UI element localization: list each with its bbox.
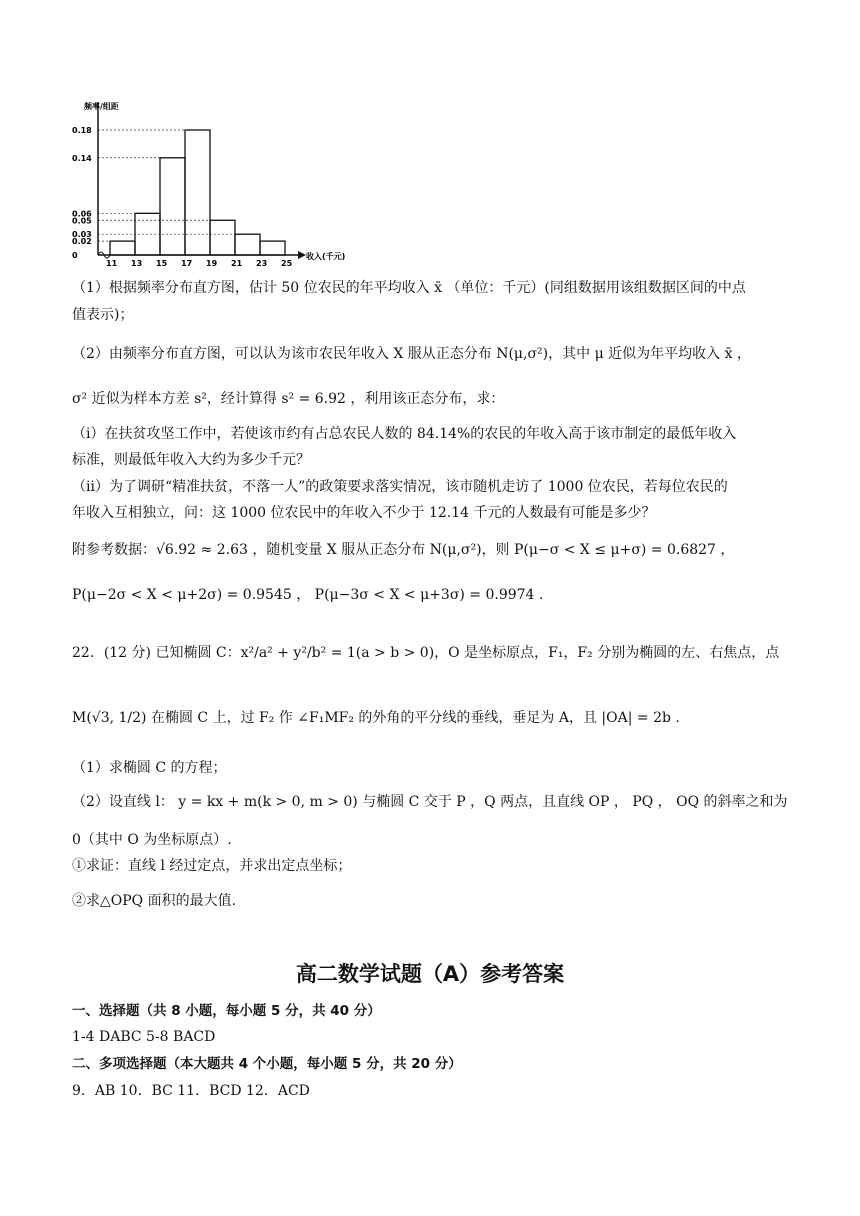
x-tick-label: 19 xyxy=(206,259,218,268)
x-tick-label: 17 xyxy=(181,259,193,268)
q22-stem: 22．(12 分) 已知椭圆 C：x²/a² + y²/b² = 1(a > b > 0)，O 是坐标原点，F₁，F₂ 分别为椭圆的左、右焦点，点 xyxy=(72,645,780,661)
answers-title: 高二数学试题（A）参考答案 xyxy=(295,962,565,986)
answers-section2: 9．AB 10．BC 11．BCD 12．ACD xyxy=(72,1083,310,1099)
q21-reference: 附参考数据：√6.92 ≈ 2.63 ，随机变量 X 服从正态分布 N(μ,σ²)，则 P(μ−σ < X ≤ μ+σ) = 0.6827 ， xyxy=(72,542,735,558)
q21-part2-cont: σ² 近似为样本方差 s²，经计算得 s² = 6.92 ，利用该正态分布，求： xyxy=(72,391,505,407)
y-tick-label: 0 xyxy=(72,251,78,260)
y-tick-label: 0.05 xyxy=(72,216,92,226)
x-tick-label: 15 xyxy=(156,259,168,268)
answers-section1: 1-4 DABC 5-8 BACD xyxy=(72,1029,216,1045)
x-tick-label: 25 xyxy=(281,259,293,268)
q21-reference-cont: P(μ−2σ < X < μ+2σ) = 0.9545 ， P(μ−3σ < X < μ+3σ) = 0.9974 . xyxy=(72,587,544,603)
histogram-bar xyxy=(235,234,260,255)
histogram-bar xyxy=(260,241,285,255)
frequency-histogram xyxy=(70,96,346,270)
y-tick-label: 0.02 xyxy=(72,237,92,247)
q21-part2: （2）由频率分布直方图，可以认为该市农民年收入 X 服从正态分布 N(μ,σ²)，其中 μ 近似为年平均收入 x̄ ， xyxy=(72,346,751,362)
q22-stem-cont: M(√3, 1/2) 在椭圆 C 上，过 F₂ 作 ∠F₁MF₂ 的外角的平分线的垂线，垂足为 A，且 |OA| = 2b . xyxy=(72,710,680,726)
q21-part1-cont: 值表示)； xyxy=(72,307,134,323)
q22-part2-i: ①求证：直线 l 经过定点，并求出定点坐标； xyxy=(72,858,352,874)
histogram-bar xyxy=(210,220,235,255)
q22-part2-ii: ②求△OPQ 面积的最大值. xyxy=(72,893,237,909)
q21-sub-i: （ⅰ）在扶贫攻坚工作中，若使该市约有占总农民人数的 84.14%的农民的年收入高于该市制定的最低年收入 xyxy=(72,426,737,442)
q21-sub-i-cont: 标准，则最低年收入大约为多少千元？ xyxy=(72,452,310,468)
q22-part1: （1）求椭圆 C 的方程； xyxy=(72,760,227,776)
y-tick-label: 0.03 xyxy=(72,230,92,240)
y-tick-label: 0.18 xyxy=(72,126,92,135)
y-axis-label: 频率/组距 xyxy=(84,102,119,111)
answers-section2-heading: 二、多项选择题（本大题共 4 个小题，每小题 5 分，共 20 分） xyxy=(72,1056,462,1072)
histogram-bar xyxy=(110,241,135,255)
x-tick-label: 23 xyxy=(256,259,268,268)
q21-part1: （1）根据频率分布直方图，估计 50 位农民的年平均收入 x̄ （单位：千元）(同组数据用该组数据区间的中点 xyxy=(72,280,746,296)
x-tick-label: 11 xyxy=(106,259,118,268)
y-tick-label: 0.06 xyxy=(72,209,92,219)
answers-section1-heading: 一、选择题（共 8 小题，每小题 5 分，共 40 分） xyxy=(72,1003,381,1019)
x-tick-label: 13 xyxy=(131,259,143,268)
histogram-bar xyxy=(160,158,185,255)
q21-sub-ii-cont: 年收入互相独立，问：这 1000 位农民中的年收入不少于 12.14 千元的人数最有可能是多少？ xyxy=(72,505,656,521)
x-axis-label: 收入(千元) xyxy=(306,252,346,261)
x-tick-label: 21 xyxy=(231,259,243,268)
q21-sub-ii: （ⅱ）为了调研“精准扶贫，不落一人”的政策要求落实情况，该市随机走访了 1000 位农民，若每位农民的 xyxy=(72,479,728,495)
q22-part2-cont: 0（其中 O 为坐标原点）. xyxy=(72,832,232,848)
q22-part2: （2）设直线 l： y = kx + m(k > 0, m > 0) 与椭圆 C 交于 P ，Q 两点，且直线 OP ， PQ ， OQ 的斜率之和为 xyxy=(72,794,788,810)
y-tick-label: 0.14 xyxy=(72,153,92,163)
histogram-bar xyxy=(185,130,210,255)
